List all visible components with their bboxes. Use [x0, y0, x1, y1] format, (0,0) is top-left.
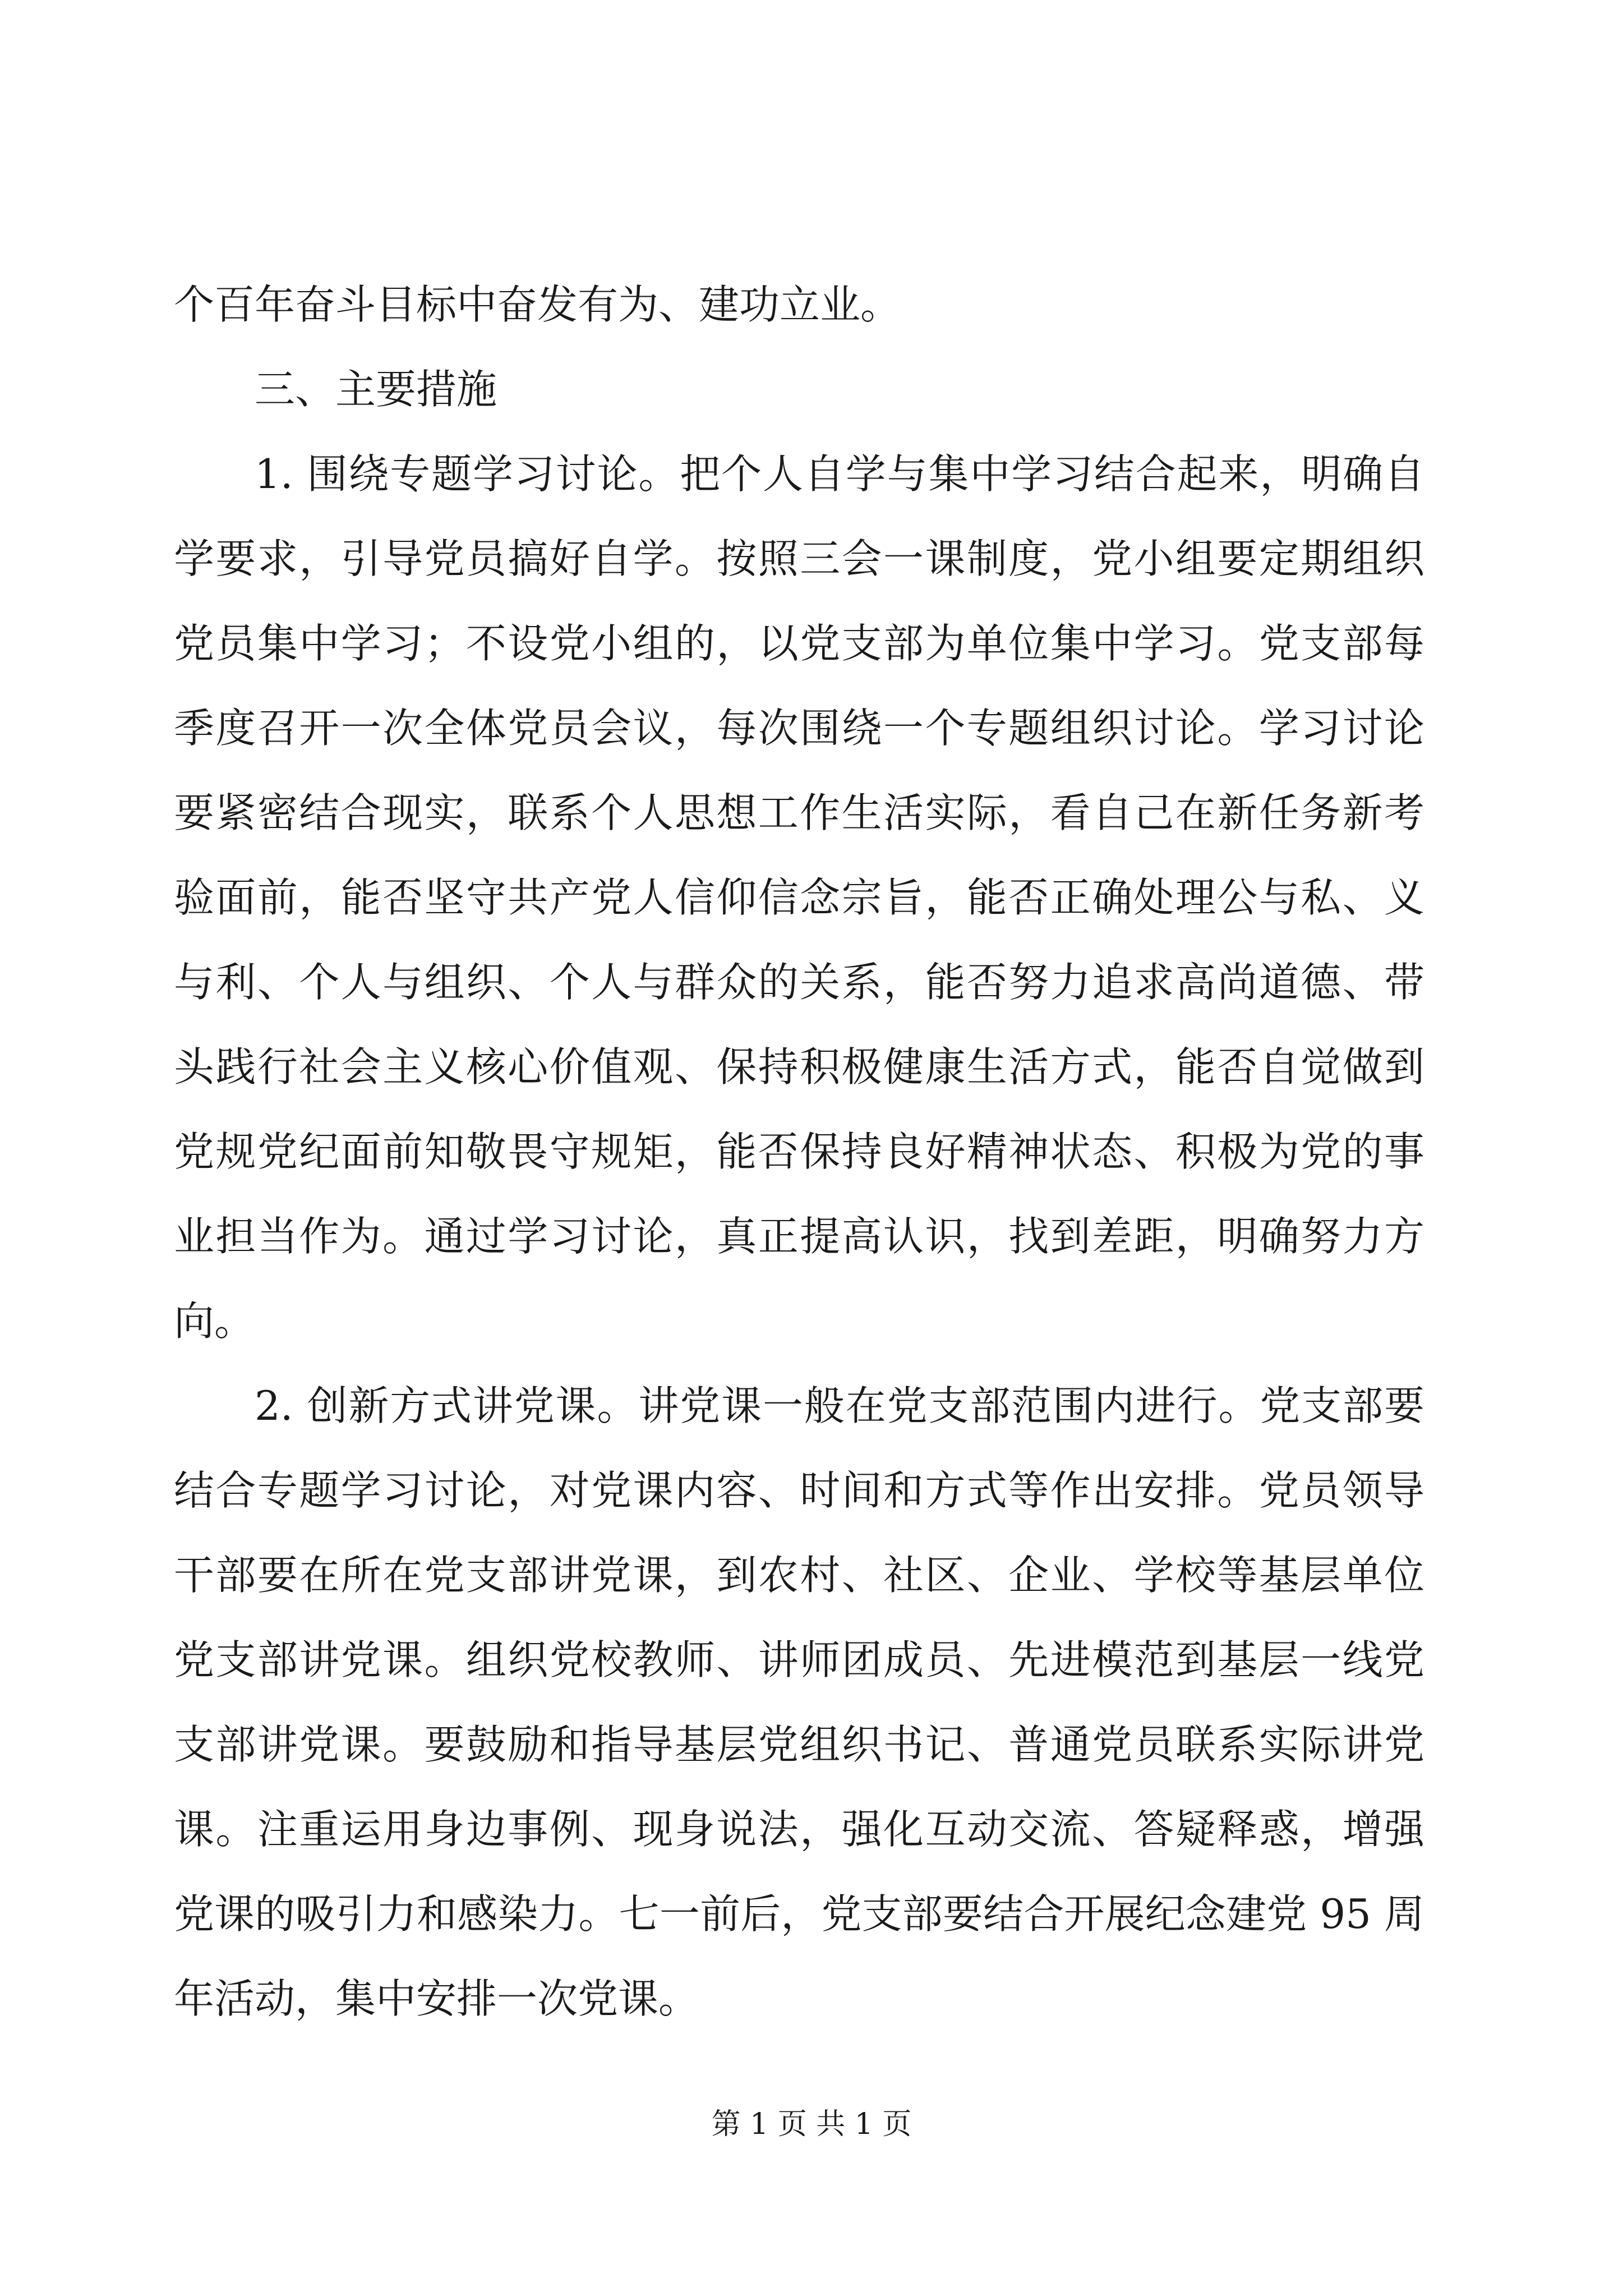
page-footer: 第 1 页 共 1 页 [711, 2108, 912, 2141]
paragraph-measure-1: 1. 围绕专题学习讨论。把个人自学与集中学习结合起来，明确自学要求，引导党员搞好自学。按照三会一课制度，党小组要定期组织党员集中学习；不设党小组的，以党支部为单位集中学习。党支部每季度召开一次全体党员会议，每次围绕一个专题组织讨论。学习讨论要紧密结合现实，联系个人思想工作生活实际，看自己在新任务新考验面前，能否坚守共产党人信仰信念宗旨，能否正确处理公与私、义与利、个人与组织、个人与群众的关系，能否努力追求高尚道德、带头践行社会主义核心价值观、保持积极健康生活方式，能否自觉做到党规党纪面前知敬畏守规矩，能否保持良好精神状态、积极为党的事业担当作为。通过学习讨论，真正提高认识，找到差距，明确努力方向。 [174, 450, 1424, 1345]
paragraph-measure-2: 2. 创新方式讲党课。讲党课一般在党支部范围内进行。党支部要结合专题学习讨论，对党课内容、时间和方式等作出安排。党员领导干部要在所在党支部讲党课，到农村、社区、企业、学校等基层单位党支部讲党课。组织党校教师、讲师团成员、先进模范到基层一线党支部讲党课。要鼓励和指导基层党组织书记、普通党员联系实际讲党课。注重运用身边事例、现身说法，强化互动交流、答疑释惑，增强党课的吸引力和感染力。七一前后，党支部要结合开展纪念建党 95 周年活动，集中安排一次党课。 [174, 1382, 1424, 2022]
paragraph-continuation: 个百年奋斗目标中奋发有为、建功立业。 [174, 281, 901, 328]
document-body [174, 263, 1424, 2041]
section-heading: 三、主要措施 [255, 366, 497, 413]
